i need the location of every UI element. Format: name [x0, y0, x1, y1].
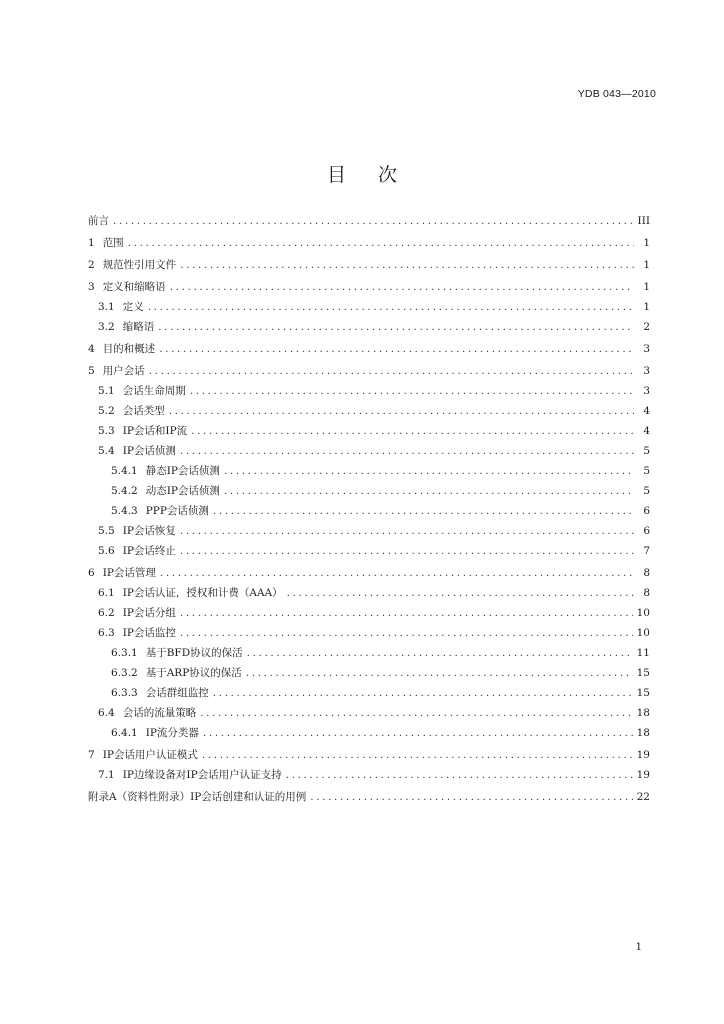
toc-entry-text: 会话的流量策略 [122, 707, 197, 719]
toc-entry[interactable] [88, 567, 650, 580]
toc-entry-text: IP会话监控 [122, 627, 176, 639]
toc-dot-leader [224, 465, 634, 478]
toc-entry-page: 10 [636, 607, 650, 619]
toc-entry-page: 22 [636, 791, 650, 803]
toc-entry[interactable] [88, 301, 650, 314]
toc-entry-page: 6 [643, 525, 650, 537]
toc-entry-page: 11 [636, 647, 650, 659]
toc-entry[interactable] [88, 707, 650, 720]
toc-entry[interactable] [88, 647, 650, 660]
toc-entry-number: 5 [88, 365, 95, 377]
toc-entry-text: 目的和概述 [102, 343, 156, 355]
toc-entry-text: IP会话分组 [122, 607, 176, 619]
toc-entry-number: 5.2 [98, 405, 115, 417]
toc-entry-text: IP边缘设备对IP会话用户认证支持 [122, 769, 282, 781]
toc-entry-number: 5.3 [98, 425, 115, 437]
toc-entry[interactable] [88, 215, 650, 228]
toc-entry-text: IP会话管理 [102, 567, 156, 579]
toc-dot-leader [200, 707, 632, 720]
toc-entry-page: 3 [643, 343, 650, 355]
toc-entry-number: 6 [88, 567, 95, 579]
toc-entry-page: 5 [643, 445, 650, 457]
toc-entry-number: 5.4.1 [111, 465, 138, 477]
toc-dot-leader [169, 405, 634, 418]
toc-entry-page: 8 [643, 567, 650, 579]
toc-entry[interactable] [88, 321, 650, 334]
toc-entry-page: 7 [643, 545, 650, 557]
toc-entry-page: 3 [643, 365, 650, 377]
toc-entry-page: 5 [643, 465, 650, 477]
toc-dot-leader [202, 749, 633, 762]
toc-entry[interactable] [88, 445, 650, 458]
toc-dot-leader [310, 791, 632, 804]
toc-entry-page: 15 [636, 687, 650, 699]
toc-entry-text: IP会话终止 [122, 545, 176, 557]
toc-entry[interactable] [88, 343, 650, 356]
toc-entry[interactable] [88, 405, 650, 418]
toc-dot-leader [160, 567, 634, 580]
toc-entry-text: 用户会话 [102, 365, 145, 377]
toc-dot-leader [180, 545, 634, 558]
toc-entry[interactable] [88, 687, 650, 700]
toc-entry[interactable] [88, 727, 650, 740]
toc-entry-number: 4 [88, 343, 95, 355]
toc-dot-leader [170, 281, 634, 294]
toc-entry-text: IP会话用户认证模式 [102, 749, 198, 761]
toc-dot-leader [224, 485, 634, 498]
toc-entry-number: 5.5 [98, 525, 115, 537]
toc-entry-number: 3 [88, 281, 95, 293]
toc-entry-page: 18 [636, 707, 650, 719]
toc-entry-text: 动态IP会话侦测 [145, 485, 220, 497]
toc-entry-number: 5.4.2 [111, 485, 138, 497]
toc-entry-page: 19 [636, 769, 650, 781]
toc-dot-leader [190, 385, 634, 398]
toc-entry-page: III [637, 215, 650, 227]
toc-entry-text: IP流分类器 [145, 727, 199, 739]
toc-entry-page: 8 [643, 587, 650, 599]
toc-entry[interactable] [88, 237, 650, 250]
toc-entry-page: 6 [643, 505, 650, 517]
toc-entry-page: 10 [636, 627, 650, 639]
toc-entry-text: 规范性引用文件 [102, 259, 177, 271]
toc-dot-leader [148, 301, 634, 314]
toc-dot-leader [149, 365, 634, 378]
toc-entry-number: 6.4 [98, 707, 115, 719]
document-code: YDB 043—2010 [577, 88, 656, 100]
toc-entry[interactable] [88, 749, 650, 762]
toc-entry-text: 会话群组监控 [145, 687, 209, 699]
toc-entry-text: 静态IP会话侦测 [145, 465, 220, 477]
toc-dot-leader [180, 259, 634, 272]
toc-entry-number: 2 [88, 259, 95, 271]
toc-dot-leader [180, 525, 634, 538]
toc-entry[interactable] [88, 281, 650, 294]
toc-entry-text: 会话类型 [122, 405, 165, 417]
toc-entry-page: 19 [636, 749, 650, 761]
toc-entry-page: 2 [643, 321, 650, 333]
toc-entry-text: IP会话恢复 [122, 525, 176, 537]
toc-entry[interactable] [88, 525, 650, 538]
toc-entry-number: 6.3.1 [111, 647, 138, 659]
toc-entry-text: IP会话认证，授权和计费（AAA） [122, 587, 283, 599]
toc-entry[interactable] [88, 465, 650, 478]
toc-entry[interactable] [88, 365, 650, 378]
toc-entry-text: 缩略语 [122, 321, 155, 333]
toc-entry[interactable] [88, 587, 650, 600]
toc-entry-text: 基于BFD协议的保活 [145, 647, 243, 659]
toc-entry-number: 3.1 [98, 301, 115, 313]
toc-entry[interactable] [88, 425, 650, 438]
toc-entry-number: 7 [88, 749, 95, 761]
toc-entry-number: 7.1 [98, 769, 115, 781]
toc-entry[interactable] [88, 385, 650, 398]
toc-entry-number: 6.3.2 [111, 667, 138, 679]
toc-entry[interactable] [88, 791, 650, 804]
toc-entry-page: 18 [636, 727, 650, 739]
toc-entry-text: IP会话和IP流 [122, 425, 188, 437]
toc-dot-leader [180, 627, 633, 640]
toc-entry-number: 5.6 [98, 545, 115, 557]
toc-entry-text: 前言 [88, 215, 109, 227]
toc-entry-text: IP会话侦测 [122, 445, 176, 457]
toc-dot-leader [246, 667, 633, 680]
toc-title: 目次 [326, 164, 429, 186]
toc-dot-leader [213, 687, 633, 700]
toc-entry[interactable] [88, 259, 650, 272]
toc-entry-number: 6.1 [98, 587, 115, 599]
toc-dot-leader [286, 769, 633, 782]
toc-entry-page: 4 [643, 425, 650, 437]
toc-dot-leader [203, 727, 633, 740]
toc-entry-number: 6.3 [98, 627, 115, 639]
toc-entry-number: 6.2 [98, 607, 115, 619]
toc-entry-number: 5.1 [98, 385, 115, 397]
toc-entry[interactable] [88, 545, 650, 558]
toc-dot-leader [128, 237, 634, 250]
page-number: 1 [635, 942, 642, 953]
toc-entry-text: PPP会话侦测 [145, 505, 209, 517]
toc-entry-text: 基于ARP协议的保活 [145, 667, 242, 679]
toc-entry-page: 15 [636, 667, 650, 679]
toc-entry[interactable] [88, 485, 650, 498]
toc-dot-leader [180, 607, 633, 620]
toc-entry[interactable] [88, 667, 650, 680]
table-of-contents [88, 215, 650, 804]
toc-entry-page: 1 [643, 259, 650, 271]
toc-entry-number: 6.4.1 [111, 727, 138, 739]
toc-entry-page: 1 [643, 281, 650, 293]
toc-entry-page: 3 [643, 385, 650, 397]
toc-entry-page: 1 [643, 237, 650, 249]
toc-entry-text: 附录A（资料性附录）IP会话创建和认证的用例 [88, 791, 307, 803]
toc-entry-number: 3.2 [98, 321, 115, 333]
toc-dot-leader [213, 505, 634, 518]
toc-entry-page: 5 [643, 485, 650, 497]
toc-entry[interactable] [88, 769, 650, 782]
toc-entry[interactable] [88, 607, 650, 620]
toc-entry-number: 5.4.3 [111, 505, 138, 517]
toc-dot-leader [191, 425, 634, 438]
toc-entry-number: 6.3.3 [111, 687, 138, 699]
toc-dot-leader [180, 445, 634, 458]
toc-dot-leader [158, 321, 634, 334]
toc-entry-text: 定义和缩略语 [102, 281, 166, 293]
toc-entry[interactable] [88, 505, 650, 518]
toc-entry-text: 定义 [122, 301, 144, 313]
toc-entry[interactable] [88, 627, 650, 640]
toc-dot-leader [247, 647, 633, 660]
toc-entry-page: 1 [643, 301, 650, 313]
toc-entry-text: 范围 [102, 237, 124, 249]
toc-entry-page: 4 [643, 405, 650, 417]
toc-entry-number: 1 [88, 237, 95, 249]
toc-dot-leader [113, 215, 634, 228]
toc-dot-leader [159, 343, 634, 356]
toc-entry-number: 5.4 [98, 445, 115, 457]
toc-entry-text: 会话生命周期 [122, 385, 186, 397]
toc-dot-leader [287, 587, 634, 600]
